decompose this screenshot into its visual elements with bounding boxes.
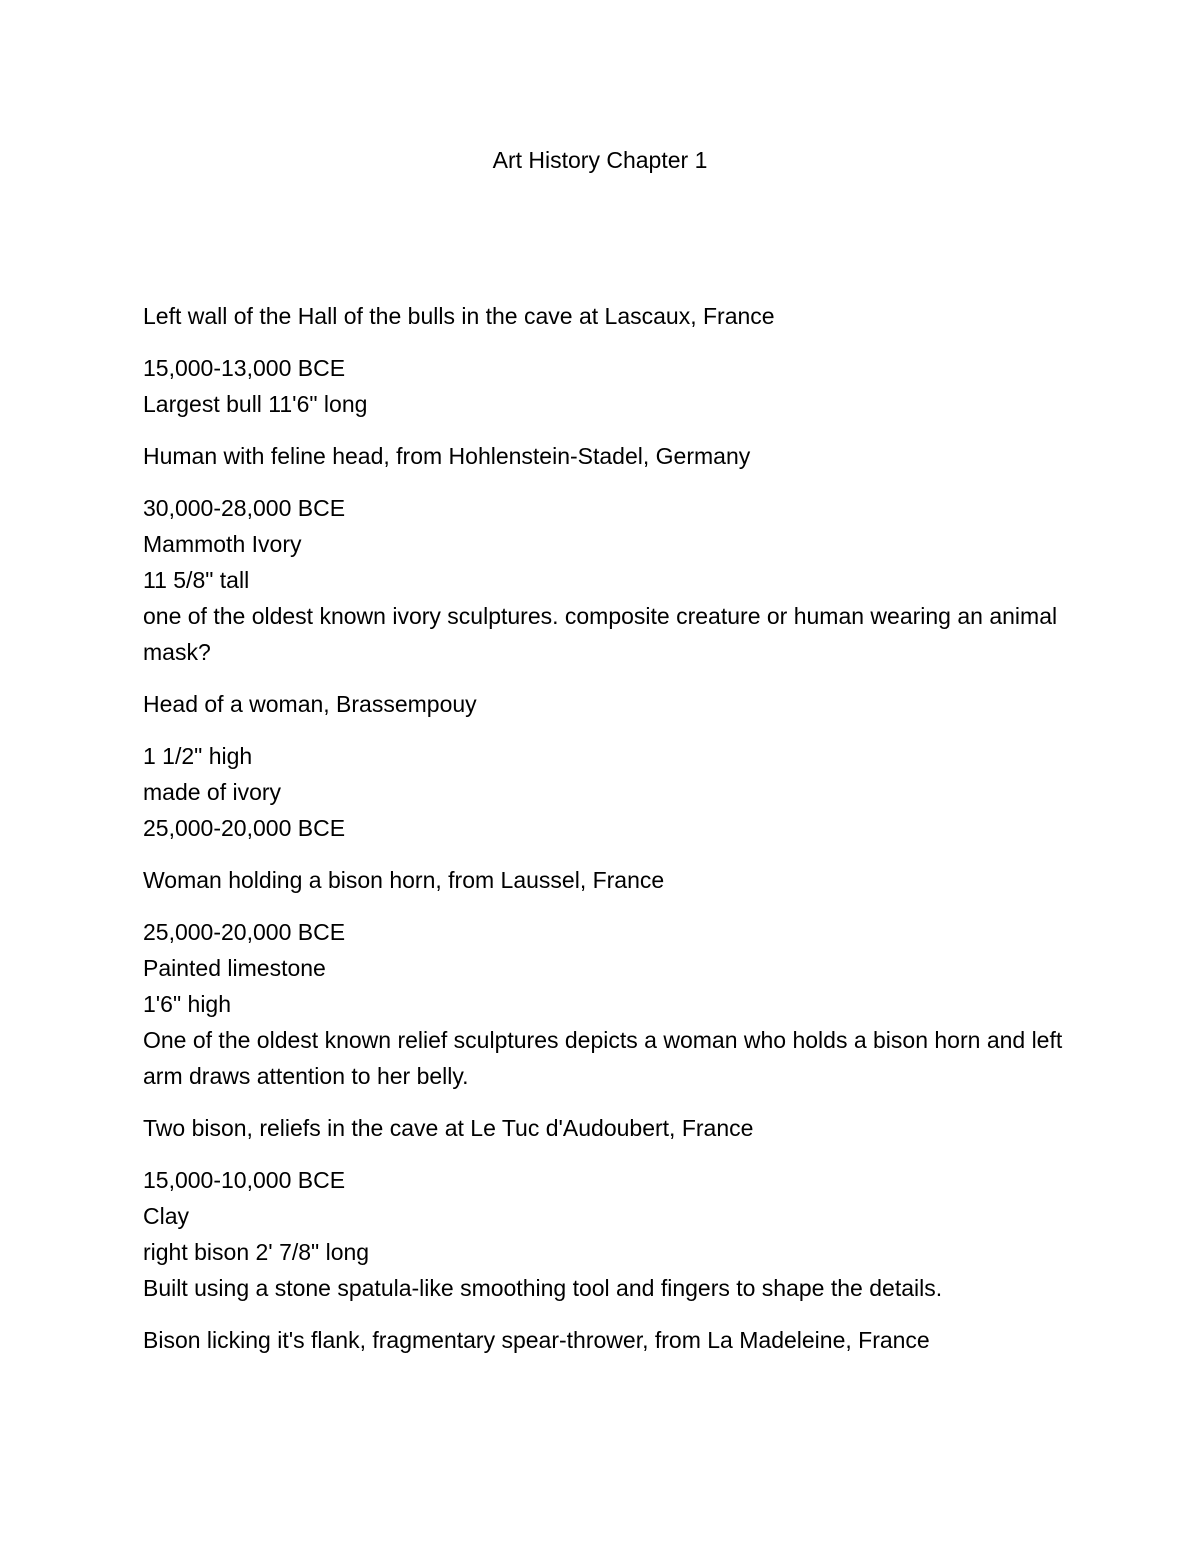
- detail-line: 25,000-20,000 BCE: [143, 919, 346, 945]
- detail-line: made of ivory: [143, 779, 282, 805]
- entry-details: [143, 738, 1063, 846]
- entry-heading: [143, 298, 1063, 334]
- entry-heading: [143, 438, 1063, 474]
- entry-heading: [143, 1322, 1063, 1358]
- entry-heading-text: Two bison, reliefs in the cave at Le Tuc d'Audoubert, France: [143, 1115, 754, 1141]
- entry-heading: [143, 1110, 1063, 1146]
- entry-details: [143, 350, 1063, 422]
- detail-line: Mammoth Ivory: [143, 531, 302, 557]
- detail-line: 15,000-10,000 BCE: [143, 1167, 346, 1193]
- entry-heading-text: Human with feline head, from Hohlenstein-Stadel, Germany: [143, 443, 751, 469]
- detail-line: Clay: [143, 1203, 190, 1229]
- entry-details: [143, 1162, 1063, 1306]
- entry-heading-text: Left wall of the Hall of the bulls in the cave at Lascaux, France: [143, 303, 775, 329]
- detail-line: Painted limestone: [143, 955, 326, 981]
- detail-line: 1'6" high: [143, 991, 232, 1017]
- detail-line: Largest bull 11'6" long: [143, 391, 368, 417]
- entry-heading-text: Head of a woman, Brassempouy: [143, 691, 477, 717]
- detail-line: right bison 2' 7/8" long: [143, 1239, 370, 1265]
- document-title: Art History Chapter 1: [492, 147, 708, 173]
- detail-line: 1 1/2" high: [143, 743, 253, 769]
- entry-details: [143, 490, 1063, 670]
- detail-line: 25,000-20,000 BCE: [143, 815, 346, 841]
- entry-heading-text: Woman holding a bison horn, from Laussel, France: [143, 867, 665, 893]
- detail-line: 15,000-13,000 BCE: [143, 355, 346, 381]
- detail-line: one of the oldest known ivory sculptures. composite creature or human wearing an animal mask?: [143, 603, 1058, 665]
- entry-heading: [143, 686, 1063, 722]
- detail-line: Built using a stone spatula-like smoothing tool and fingers to shape the details.: [143, 1275, 943, 1301]
- entry-heading: [143, 862, 1063, 898]
- detail-line: 30,000-28,000 BCE: [143, 495, 346, 521]
- detail-line: 11 5/8" tall: [143, 567, 250, 593]
- entry-details: [143, 914, 1063, 1094]
- document-body: [143, 298, 1063, 1374]
- entry-heading-text: Bison licking it's flank, fragmentary spear-thrower, from La Madeleine, France: [143, 1327, 930, 1353]
- detail-line: One of the oldest known relief sculptures depicts a woman who holds a bison horn and left arm draws attention to her belly.: [143, 1027, 1063, 1089]
